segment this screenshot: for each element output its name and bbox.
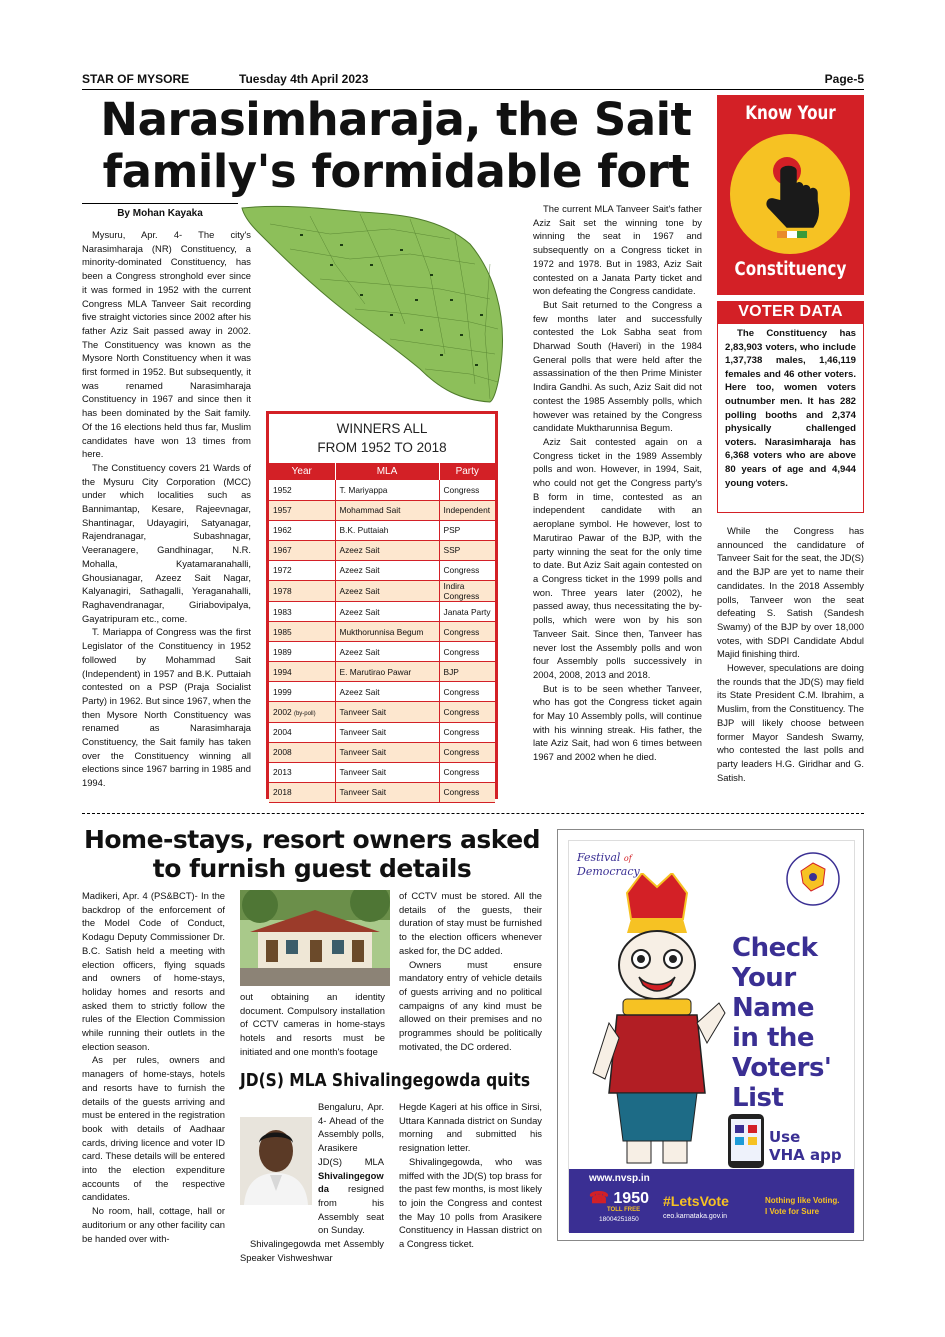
- party-cell: Independent: [439, 500, 495, 520]
- table-row: [269, 642, 495, 662]
- year-cell: [269, 500, 335, 520]
- year-value: 1962: [273, 525, 292, 536]
- table-row: [269, 560, 495, 580]
- section-divider: [82, 813, 864, 814]
- vote-slogan: [765, 1195, 840, 1217]
- paragraph: The Constituency covers 21 Wards of the Mysuru City Corporation (MCC) under which localities such as Bannimantap, Kesare, Rajeevnagar, Shantinagar, Udayagiri, Satyanagar, Rajendranagar, Subashnagar, Veeranagere, Gandhinagar, N.R. Mohalla, Kyatamaranahalli, Ghousianagar, Azeez Sait Nagar, Kalyanagiri, Sathagalli, Yeraganahalli, Raghavendranagar, Giriabovipalya, Gayatripuram etc., come.: [82, 461, 251, 624]
- mascot-illustration: [587, 873, 727, 1173]
- year-value: 1994: [273, 666, 292, 677]
- lets-vote-hashtag: #LetsVote: [663, 1193, 729, 1209]
- election-emblem-icon: [783, 849, 843, 909]
- year-cell: [269, 560, 335, 580]
- party-cell: Janata Party: [439, 601, 495, 621]
- mla-cell: Tanveer Sait: [335, 702, 439, 722]
- table-row: [269, 682, 495, 702]
- lead-column-3: [533, 202, 702, 808]
- pointing-hand-icon: [727, 131, 854, 259]
- issue-date: Tuesday 4th April 2023: [239, 72, 369, 86]
- mla-cell: Azeez Sait: [335, 580, 439, 601]
- year-cell: [269, 722, 335, 742]
- voter-data-text: The Constituency has 2,83,903 voters, who include 1,37,738 males, 1,46,119 females and 46 other voters. Here too, women voters outnumber men. It has 282 polling booths and 2,374 physically challenged voters. Narasimharaja has 6,368 voters who are above 80 years of age and 4,944 young voters.: [725, 328, 856, 489]
- paragraph: But is to be seen whether Tanveer, who has got the Congress ticket again for May 10 Assembly polls, will continue with his winning streak. His father, the late Aziz Sait, had won 6 times between 1967 and 2002 when he died.: [533, 682, 702, 763]
- year-cell: [269, 580, 335, 601]
- check-line: List: [732, 1083, 784, 1113]
- mla-name: Shivalingegowda: [318, 1169, 384, 1195]
- paragraph: However, speculations are doing the rounds that the JD(S) may field its State President C.M. Ibrahim, a Muslim, from the Constituency. The BJP will likely choose between former Mayor Sandesh Swamy, who contested the last polls and party leaders H.G. Giridhar and G. Satish.: [717, 662, 864, 783]
- party-cell: Congress: [439, 762, 495, 782]
- winners-title: [269, 414, 495, 457]
- check-line: Name: [732, 993, 815, 1023]
- party-cell: Congress: [439, 622, 495, 642]
- paragraph: No room, hall, cottage, hall or auditorium or any other facility can be handed over with-: [82, 1205, 225, 1244]
- mla-cell: B.K. Puttaiah: [335, 520, 439, 540]
- year-cell: [269, 682, 335, 702]
- winners-title-line2: FROM 1952 TO 2018: [317, 440, 447, 455]
- party-cell: Congress: [439, 722, 495, 742]
- year-value: 1983: [273, 606, 292, 617]
- table-row: [269, 662, 495, 682]
- party-cell: PSP: [439, 520, 495, 540]
- year-cell: [269, 642, 335, 662]
- year-cell: [269, 480, 335, 500]
- homestay-headline: [82, 825, 542, 883]
- toll-free-label: TOLL FREE: [607, 1207, 641, 1213]
- mla-cell: Tanveer Sait: [335, 742, 439, 762]
- year-value: 1952: [273, 484, 292, 495]
- voter-data-box: [717, 323, 864, 513]
- paragraph: Madikeri, Apr. 4 (PS&BCT)- In the backdrop of the enforcement of the Model Code of Conduct, Kodagu Deputy Commissioner Dr. B.C. Satish held a meeting with election officers, flying squads and owners of home-stays, holiday homes and resorts and asked them to strictly follow the rules of the Election Commission while running their outlets in the election season.: [82, 890, 225, 1052]
- party-cell: SSP: [439, 540, 495, 560]
- phone-app-icon: [727, 1113, 765, 1169]
- ceo-url: ceo.karnataka.gov.in: [663, 1213, 728, 1220]
- year-value: 1989: [273, 646, 292, 657]
- constituency-map: [240, 204, 520, 404]
- party-cell: Indira Congress: [439, 580, 495, 601]
- paragraph: out obtaining an identity document. Compulsory installation of CCTV cameras in home-stays hotels and resorts must be initiated and one month's footage: [240, 991, 385, 1057]
- homestay-column-1: [82, 889, 225, 1259]
- lead-column-4: [717, 524, 864, 808]
- party-cell: Congress: [439, 682, 495, 702]
- winners-title-line1: WINNERS ALL: [336, 421, 428, 436]
- party-cell: Congress: [439, 782, 495, 802]
- table-row: [269, 782, 495, 802]
- table-row: [269, 622, 495, 642]
- mla-cell: Azeez Sait: [335, 560, 439, 580]
- nvsp-url: www.nvsp.in: [589, 1173, 650, 1184]
- mla-cell: Azeez Sait: [335, 642, 439, 662]
- paragraph: As per rules, owners and managers of home-stays, hotels and resorts have to furnish the details of the guests arriving and must be entered in the registration book with details of Aadhaar cards, driving licence and voter ID card. These details will be entered into the election expenditure accounts of the respective candidates.: [82, 1054, 225, 1203]
- table-row: [269, 520, 495, 540]
- table-row: [269, 722, 495, 742]
- year-value: 2018: [273, 787, 292, 798]
- paragraph: The current MLA Tanveer Sait's father Aziz Sait set the winning tone by winning the seat in 1967 and subsequently on a Congress ticket in 1972 and 1978. But in 1983, Aziz Sait contested on a Janata Party ticket and won defeating the Congress candidate.: [533, 203, 702, 297]
- ad-footer: [569, 1169, 854, 1233]
- story3-text: resigned from his Assembly seat on Sunday.: [318, 1183, 384, 1236]
- jds-column-2: [399, 1100, 542, 1260]
- page-number: Page-5: [824, 72, 864, 86]
- paper-name: STAR OF MYSORE: [82, 72, 190, 86]
- column-header-party: Party: [439, 463, 495, 480]
- year-cell: [269, 520, 335, 540]
- winners-table: [269, 463, 495, 803]
- constituency-label: Constituency: [734, 259, 847, 280]
- homestay-photo: [240, 890, 390, 986]
- year-cell: [269, 762, 335, 782]
- year-cell: [269, 782, 335, 802]
- paragraph: While the Congress has announced the candidature of Tanveer Sait for the seat, the JD(S) and the BJP are yet to name their candidates. In the 2018 Assembly polls, Tanveer won the seat defeating S. Satish (Sandesh Swamy) of the BJP by over 18,000 votes, with SDPI Candidate Abdul Majid finishing third.: [717, 525, 864, 660]
- year-value: 2002: [273, 706, 292, 717]
- table-row: [269, 742, 495, 762]
- mla-cell: Tanveer Sait: [335, 782, 439, 802]
- party-cell: Congress: [439, 702, 495, 722]
- year-value: 2008: [273, 747, 292, 758]
- paragraph: Owners must ensure mandatory entry of vehicle details of guests arriving and no political campaigns of any kind must be allowed on their premises and no programmes should be politically motivated, the DC ordered.: [399, 958, 542, 1052]
- democracy-word: Democracy: [577, 865, 640, 878]
- winners-table-box: [266, 411, 498, 799]
- slogan-line: Nothing like Voting.: [765, 1196, 840, 1205]
- party-cell: Congress: [439, 642, 495, 662]
- lead-column-1: [82, 228, 251, 808]
- ad-panel: [568, 840, 855, 1232]
- check-line: Your: [732, 963, 796, 993]
- table-row: [269, 580, 495, 601]
- column-header-year: Year: [269, 463, 335, 480]
- know-your-constituency-graphic: [717, 95, 864, 295]
- paragraph: [318, 1100, 384, 1237]
- paragraph: of CCTV must be stored. All the details of the guests, their duration of stay must be furnished to the election officers whenever asked for, the DC added.: [399, 890, 542, 956]
- mla-cell: Azeez Sait: [335, 540, 439, 560]
- mla-cell: Mohammad Sait: [335, 500, 439, 520]
- use-word: Use: [769, 1128, 801, 1146]
- masthead: [82, 68, 864, 90]
- column-header-mla: MLA: [335, 463, 439, 480]
- homestay-headline-line1: Home-stays, resort owners asked: [83, 825, 541, 854]
- voter-data-heading: VOTER DATA: [717, 301, 864, 323]
- check-your-name-heading: [732, 933, 831, 1113]
- use-vha-app: [769, 1128, 842, 1164]
- table-row: [269, 500, 495, 520]
- paragraph: But Sait returned to the Congress a few months later and successfully contested the Lok Sabha seat from Dharwad South (Haveri) in the 1984 General polls that were held after the assassination of the then Prime Minister Indira Gandhi. As such, Aziz Sait did not contest the 1985 Assembly polls, which however was retained by the Congress candidate Muktharunnisa Begum.: [533, 298, 702, 434]
- year-value: 2013: [273, 767, 292, 778]
- year-value: 1985: [273, 626, 292, 637]
- year-value: 1999: [273, 686, 292, 697]
- table-row: [269, 480, 495, 500]
- check-line: Check: [732, 933, 818, 963]
- helpline-1950: 1950: [613, 1190, 649, 1207]
- story3-text: Bengaluru, Apr. 4- Ahead of the Assembly polls, Arasikere JD(S) MLA: [318, 1101, 384, 1167]
- know-your-label: Know Your: [745, 103, 836, 124]
- jds-mla-headline: JD(S) MLA Shivalingegowda quits: [240, 1070, 531, 1091]
- year-value: 1967: [273, 545, 292, 556]
- year-value: 1972: [273, 565, 292, 576]
- year-cell: [269, 742, 335, 762]
- year-cell: [269, 622, 335, 642]
- lead-headline: Narasimharaja, the Sait family's formidable fort: [100, 93, 692, 198]
- mla-cell: E. Marutirao Pawar: [335, 662, 439, 682]
- table-row: [269, 702, 495, 722]
- year-cell: [269, 540, 335, 560]
- party-cell: Congress: [439, 742, 495, 762]
- paragraph: Aziz Sait contested again on a Congress ticket in the 1989 Assembly polls and won. However, in 1994, Sait, who could not get the Congress party's B form in time, contested as an independent candidate with an aeroplane symbol. He however, lost to Marutirao Pawar of the BJP, with the party winning the seat for the only time to date. But Aziz Sait again contested on a Congress ticket in the 1999 polls and won. Three years later (2002), he passed away, thus necessitating the by-polls, which were won by his son Tanveer Sait. Since then, Tanveer has never lost the Assembly polls and won four Assembly polls successively in 2004, 2008, 2013 and 2018.: [533, 435, 702, 680]
- mla-cell: Tanveer Sait: [335, 722, 439, 742]
- check-line: in the: [732, 1023, 815, 1053]
- voter-list-advertisement: [557, 829, 864, 1241]
- helpline-number: ☎ 1950: [589, 1190, 649, 1207]
- mla-cell: Mukthorunnisa Begum: [335, 622, 439, 642]
- party-cell: BJP: [439, 662, 495, 682]
- party-cell: Congress: [439, 480, 495, 500]
- mla-cell: T. Mariyappa: [335, 480, 439, 500]
- homestay-column-3: [399, 889, 542, 1064]
- check-line: Voters': [732, 1053, 832, 1083]
- table-row: [269, 762, 495, 782]
- paragraph: Shivalingegowda, who was miffed with the JD(S) top brass for the past few months, is most likely to join the Congress and contest the May 10 polls from Arasikere Constituency in Hassan district on a Congress ticket.: [399, 1155, 542, 1250]
- toll-free-number: 18004251850: [599, 1216, 639, 1223]
- mla-cell: Tanveer Sait: [335, 762, 439, 782]
- byline: By Mohan Kayaka: [82, 203, 238, 219]
- year-value: 2004: [273, 727, 292, 738]
- mla-cell: Azeez Sait: [335, 601, 439, 621]
- year-cell: [269, 601, 335, 621]
- homestay-column-2: [240, 990, 385, 1060]
- paragraph: T. Mariappa of Congress was the first Legislator of the Constituency in 1952 followed by Mohammad Sait (Independent) in 1957 and B.K. Puttaiah contested on a PSP (Praja Socialist Party) in 1962. But since 1967, when the then Mysore North Constituency was renamed as Narasimharaja Constituency, the Sait family has taken over the Constituency winning all elections since 1967 barring in 1985 and 1994.: [82, 626, 251, 789]
- party-cell: Congress: [439, 560, 495, 580]
- vha-app-word: VHA app: [769, 1146, 842, 1164]
- year-cell: [269, 702, 335, 722]
- table-row: [269, 540, 495, 560]
- of-word: of: [623, 854, 632, 863]
- paragraph: Hegde Kageri at his office in Sirsi, Uttara Kannada district on Sunday morning and submitted his resignation letter.: [399, 1101, 542, 1154]
- festival-word: Festival: [577, 851, 621, 864]
- paragraph: Mysuru, Apr. 4- The city's Narasimharaja (NR) Constituency, a minority-dominated Constituency, has been a Congress stronghold ever since it was formed in 1952 with the current Congress MLA Tanveer Sait recording five straight victories since 2002 after his father Aziz Sait passed away in 2002. The Constituency was known as the Mysore North Constituency when it was first formed in 1952. But subsequently, it was renamed Narasimharaja Constituency in 1967 and since then it has been dominated by the Sait family. Of the 16 elections held thus far, Muslim candidates have won 13 times from here.: [82, 229, 251, 460]
- year-value: 1957: [273, 505, 292, 516]
- jds-column-1: [240, 1100, 384, 1263]
- mla-cell: Azeez Sait: [335, 682, 439, 702]
- table-row: [269, 601, 495, 621]
- year-note: (by-poll): [293, 710, 316, 717]
- year-value: 1978: [273, 585, 292, 596]
- paragraph: Shivalingegowda met Assembly Speaker Vishweshwar: [240, 1238, 384, 1263]
- year-cell: [269, 662, 335, 682]
- slogan-line: I Vote for Sure: [765, 1207, 820, 1216]
- homestay-headline-line2: to furnish guest details: [152, 854, 472, 883]
